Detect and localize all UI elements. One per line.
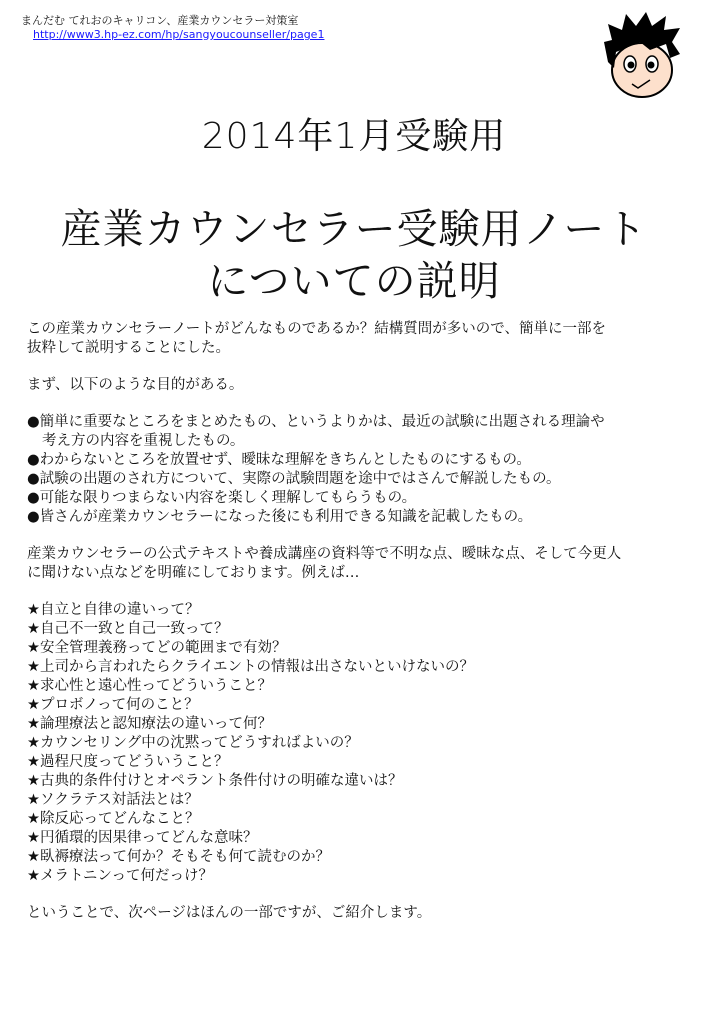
question-item: ★除反応ってどんなこと？ [27, 811, 200, 827]
question-item: ★カウンセリング中の沈黙ってどうすればよいの？ [27, 735, 359, 751]
question-item: ★自立と自律の違いって？ [27, 602, 200, 618]
intro-line: 抜粋して説明することにした。 [27, 340, 230, 356]
purpose-lead: まず、以下のような目的がある。 [27, 377, 244, 393]
examples-lead: に聞けない点などを明確にしております。例えば… [27, 565, 360, 581]
purpose-item: ●可能な限りつまらない内容を楽しく理解してもらうもの。 [27, 490, 417, 506]
purpose-item: ●簡単に重要なところをまとめたもの、というよりかは、最近の試験に出題される理論や [27, 414, 605, 430]
purpose-item: ●わからないところを放置せず、曖昧な理解をきちんとしたものにするもの。 [27, 452, 531, 468]
question-item: ★プロボノって何のこと？ [27, 697, 199, 713]
purpose-item-cont: 考え方の内容を重視したもの。 [42, 433, 245, 449]
purpose-item: ●皆さんが産業カウンセラーになった後にも利用できる知識を記載したもの。 [27, 509, 533, 525]
question-item: ★求心性と遠心性ってどういうこと？ [27, 678, 272, 694]
question-item: ★論理療法と認知療法の違いって何？ [27, 716, 272, 732]
question-item: ★メラトニンって何だっけ？ [27, 868, 213, 884]
examples-lead: 産業カウンセラーの公式テキストや養成講座の資料等で不明な点、曖昧な点、そして今更人 [27, 546, 622, 562]
question-item: ★自己不一致と自己一致って？ [27, 621, 229, 637]
purpose-item: ●試験の出題のされ方について、実際の試験問題を途中ではさんで解説したもの。 [27, 471, 561, 487]
question-list [27, 601, 697, 886]
cartoon-face-icon [600, 12, 682, 100]
question-item: ★臥褥療法って何か？そもそも何て読むのか？ [27, 849, 330, 865]
question-item: ★過程尺度ってどういうこと？ [27, 754, 229, 770]
site-link[interactable]: http://www3.hp-ez.com/hp/sangyoucounseller/page1 [33, 28, 325, 41]
page-header [21, 14, 324, 42]
main-title-line1: 産業カウンセラー受験用ノート [60, 205, 648, 253]
body-text [27, 320, 697, 923]
question-item: ★上司から言われたらクライエントの情報は出さないといけないの？ [27, 659, 474, 675]
question-item: ★安全管理義務ってどの範囲まで有効？ [27, 640, 287, 656]
closing-text: ということで、次ページはほんの一部ですが、ご紹介します。 [27, 905, 432, 921]
question-item: ★円循環的因果律ってどんな意味？ [27, 830, 258, 846]
intro-line: この産業カウンセラーノートがどんなものであるか？結構質問が多いので、簡単に一部を [27, 321, 606, 337]
title-year: 2014年1月受験用 [201, 116, 507, 157]
main-title-line2: についての説明 [207, 257, 501, 305]
site-name: まんだむ てれおのキャリコン、産業カウンセラー対策室 [21, 14, 299, 27]
main-title [0, 203, 708, 307]
question-item: ★古典的条件付けとオペラント条件付けの明確な違いは？ [27, 773, 403, 789]
question-item: ★ソクラテス対話法とは？ [27, 792, 199, 808]
